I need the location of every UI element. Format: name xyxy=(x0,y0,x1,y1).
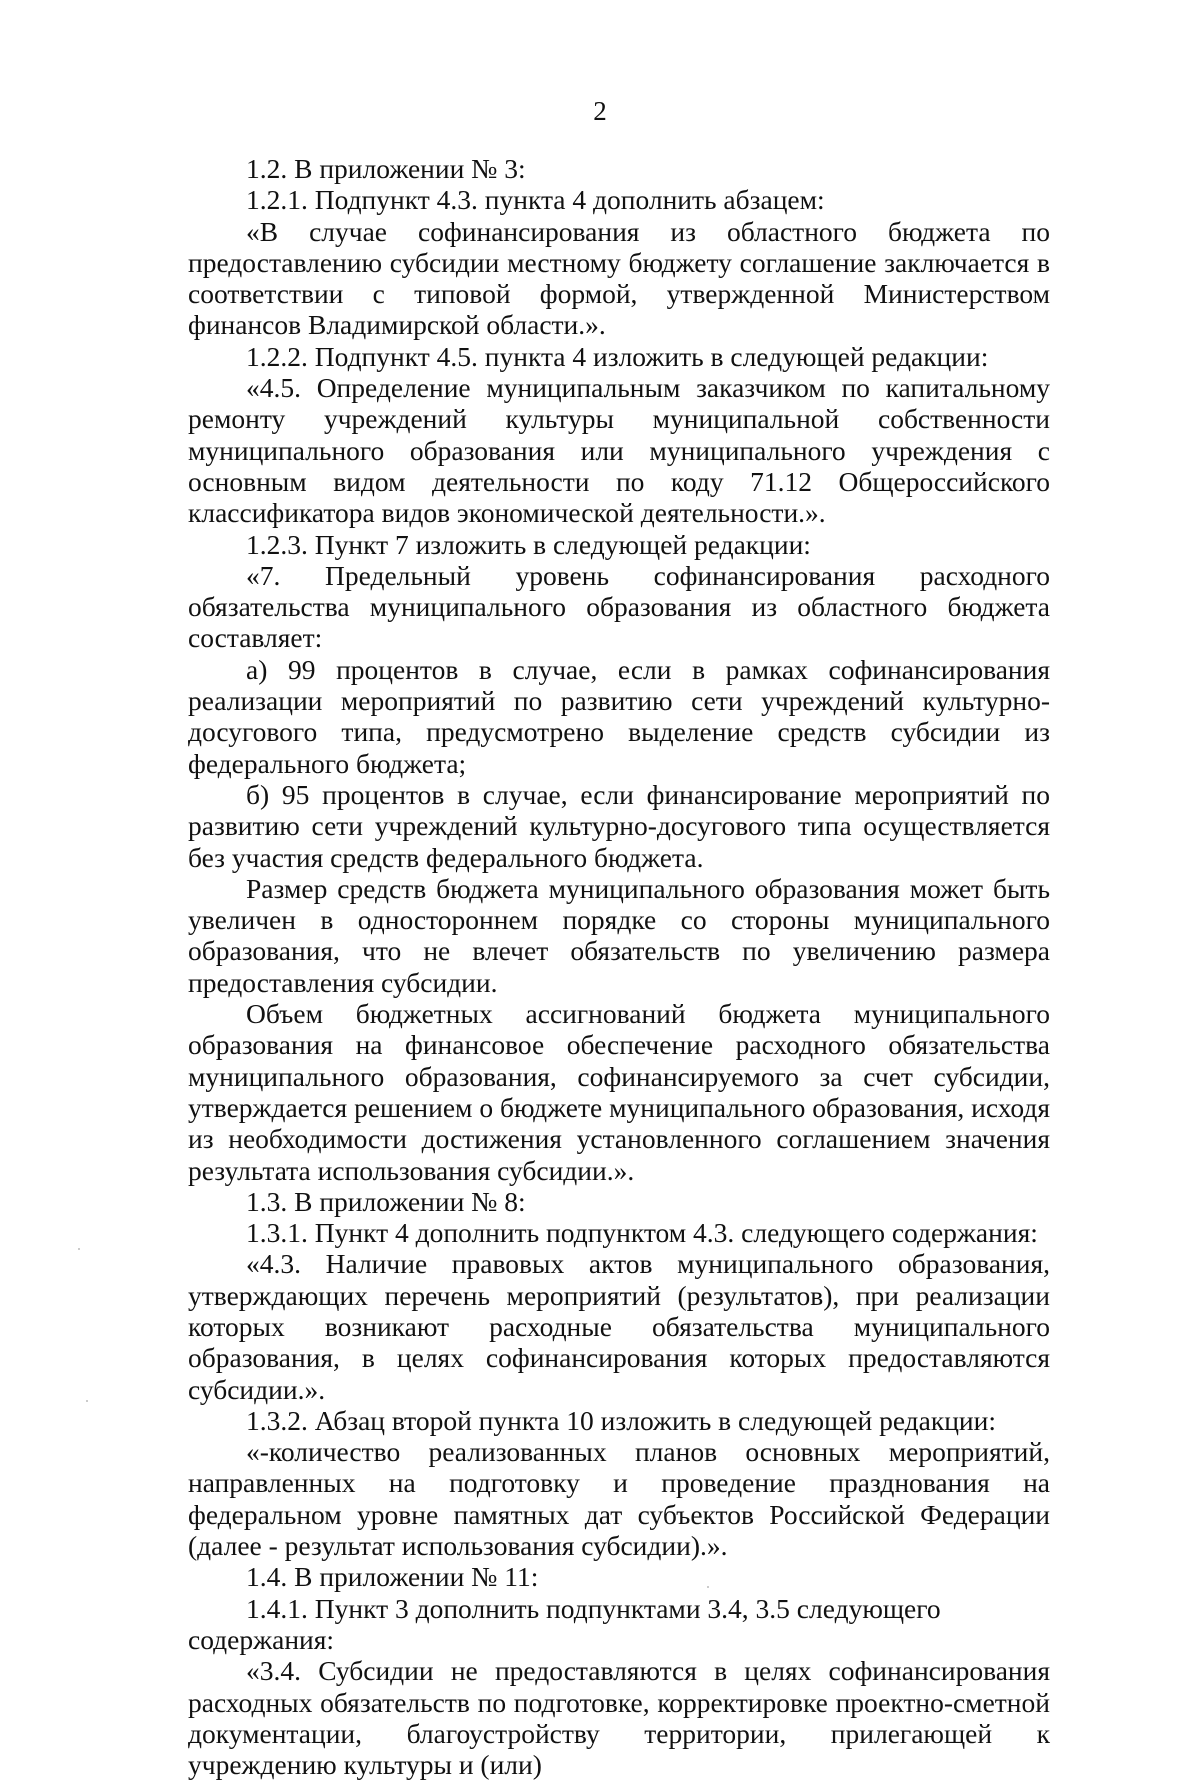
paragraph-quote-quantity: «-количество реализованных планов основных мероприятий, направленных на подготовку и проведение празднования на федеральном уровне памятных дат субъектов Российской Федерации (далее - результат использования субсидии).». xyxy=(188,1436,1050,1562)
paragraph-1-2: 1.2. В приложении № 3: xyxy=(246,153,526,184)
paragraph-1-3-2: 1.3.2. Абзац второй пункта 10 изложить в следующей редакции: xyxy=(246,1404,997,1436)
paragraph-quote-7: «7. Предельный уровень софинансирования расходного обязательства муниципального образования из областного бюджета составляет: xyxy=(188,559,1050,654)
paragraph-quote-3-4: «3.4. Субсидии не предоставляются в целях софинансирования расходных обязательств по подготовке, корректировке проектно-сметной документации, благоустройству территории, прилегающей к учреждению культуры и (или) xyxy=(188,1655,1050,1780)
scan-artifact xyxy=(78,1248,80,1250)
paragraph-1-3-1: 1.3.1. Пункт 4 дополнить подпунктом 4.3. следующего содержания: xyxy=(246,1217,1038,1249)
paragraph-1-2-2: 1.2.2. Подпункт 4.5. пункта 4 изложить в следующей редакции: xyxy=(246,340,989,372)
paragraph-quote-4-3-legal-acts: «4.3. Наличие правовых актов муниципального образования, утверждающих перечень мероприятий (результатов), при реализации которых возникают расходные обязательства муниципального образования, в целях софинансирования которых предоставляются субсидии.». xyxy=(188,1248,1050,1405)
paragraph-quote-4-3-addition: «В случае софинансирования из областного бюджета по предоставлению субсидии местному бюджету соглашение заключается в соответствии с типовой формой, утвержденной Министерством финансов Владимирской области.». xyxy=(188,215,1050,341)
paragraph-1-2-3: 1.2.3. Пункт 7 изложить в следующей редакции: xyxy=(246,528,811,560)
paragraph-1-4-1: 1.4.1. Пункт 3 дополнить подпунктами 3.4, 3.5 следующего содержания: xyxy=(188,1592,941,1655)
document-body xyxy=(188,153,1050,1780)
scan-artifact xyxy=(86,1400,88,1402)
scan-artifact xyxy=(707,1586,709,1588)
paragraph-1-2-1: 1.2.1. Подпункт 4.3. пункта 4 дополнить абзацем: xyxy=(246,184,825,216)
page-number: 2 xyxy=(593,96,607,126)
paragraph-item-b: б) 95 процентов в случае, если финансирование мероприятий по развитию сети учреждений культурно-досугового типа осуществляется без участия средств федерального бюджета. xyxy=(188,778,1050,873)
paragraph-item-a: а) 99 процентов в случае, если в рамках софинансирования реализации мероприятий по развитию сети учреждений культурно-досугового типа, предусмотрено выделение средств субсидии из федерального бюджета; xyxy=(188,653,1050,779)
paragraph-1-4: 1.4. В приложении № 11: xyxy=(246,1561,539,1593)
paragraph-budget-allocations: Объем бюджетных ассигнований бюджета муниципального образования на финансовое обеспечение расходного обязательства муниципального образования, софинансируемого за счет субсидии, утверждается решением о бюджете муниципального образования, исходя из необходимости достижения установленного соглашением значения результата использования субсидии.». xyxy=(188,998,1050,1186)
paragraph-1-3: 1.3. В приложении № 8: xyxy=(246,1185,526,1217)
paragraph-quote-4-5: «4.5. Определение муниципальным заказчиком по капитальному ремонту учреждений культуры муниципальной собственности муниципального образования или муниципального учреждения с основным видом деятельности по коду 71.12 Общероссийского классификатора видов экономической деятельности.». xyxy=(188,372,1050,529)
paragraph-budget-size: Размер средств бюджета муниципального образования может быть увеличен в одностороннем порядке со стороны муниципального образования, что не влечет обязательств по увеличению размера предоставления субсидии. xyxy=(188,872,1050,998)
